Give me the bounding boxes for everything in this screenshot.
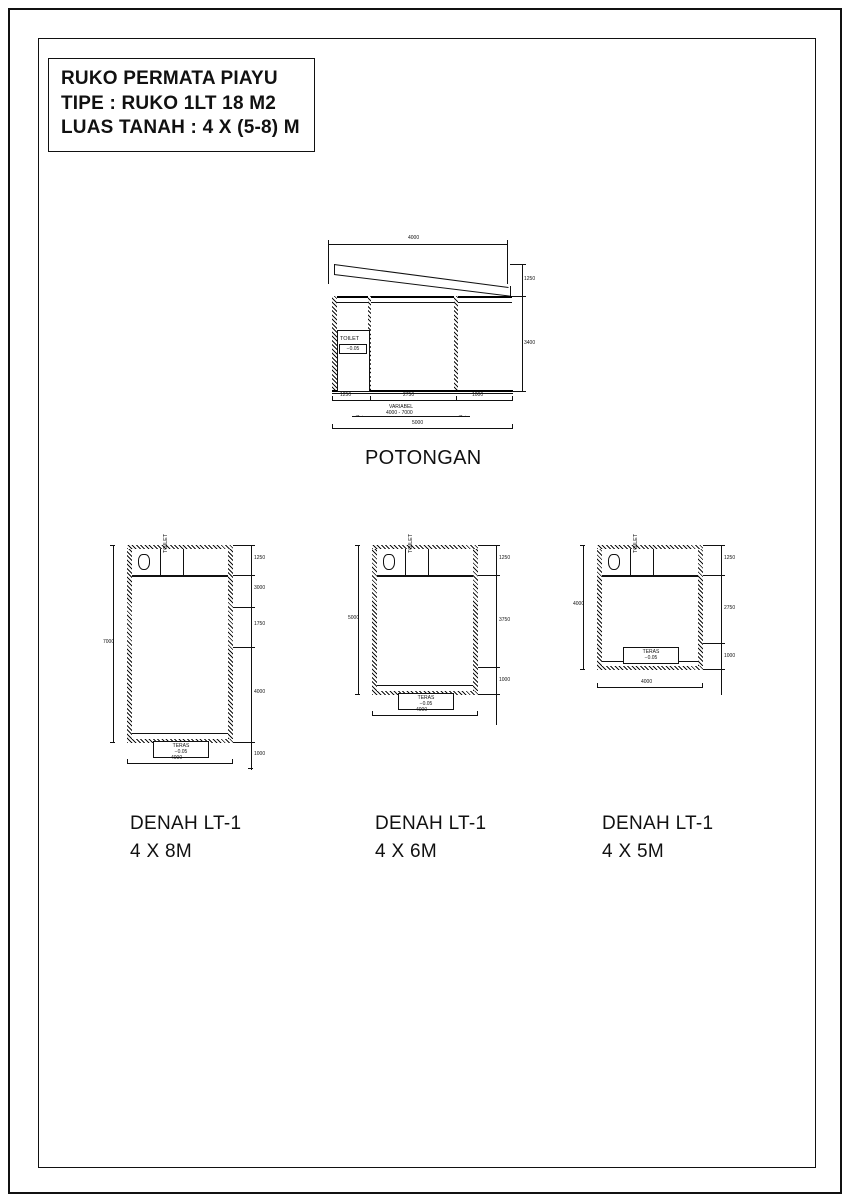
plan-toilet-partition-v2 xyxy=(428,549,429,575)
plan-dim-bottom: 4000 xyxy=(641,679,653,685)
plan-teras-label: TERAS xyxy=(417,695,435,701)
dim-tick xyxy=(580,669,585,670)
section-dim-right-lower: 3400 xyxy=(524,340,536,346)
plan-toilet-partition-v xyxy=(405,549,406,575)
section-top-dim-line xyxy=(328,244,508,245)
plan-caption-4x6-line1: DENAH LT-1 xyxy=(375,813,487,834)
extension-line xyxy=(233,575,255,576)
plan-bottom-dim-line xyxy=(127,763,233,764)
plan-toilet-partition xyxy=(132,575,228,577)
ceiling-line xyxy=(334,296,512,298)
break-symbol: 〜 xyxy=(355,412,363,421)
section-toilet-level: −0.05 xyxy=(339,344,367,354)
plan-teras-level: −0.05 xyxy=(644,655,658,662)
plan-toilet-partition-v xyxy=(160,549,161,575)
toilet-fixture-icon xyxy=(383,554,395,570)
section-variable-note-1: VARIABEL xyxy=(389,404,414,410)
roof-line-lower xyxy=(334,274,511,297)
plan-dim-bottom: 4000 xyxy=(416,707,428,713)
plan-right-dim-line xyxy=(496,545,497,725)
title-block-line-3: LUAS TANAH : 4 X (5-8) M xyxy=(61,117,300,139)
extension-line xyxy=(478,694,500,695)
dim-tick xyxy=(332,396,333,401)
ceiling-line-2 xyxy=(334,302,512,303)
plan-dim-left-overall: 4000 xyxy=(573,601,585,607)
toilet-fixture-icon xyxy=(138,554,150,570)
extension-line xyxy=(512,391,526,392)
dim-tick xyxy=(232,759,233,764)
section-caption: POTONGAN xyxy=(365,447,482,469)
extension-line xyxy=(703,643,725,644)
plan-dim-right-b: 2750 xyxy=(724,605,736,611)
roof-edge-right xyxy=(510,286,511,296)
section-variable-note-2: 4000 - 7000 xyxy=(386,410,413,416)
dim-tick xyxy=(110,742,115,743)
plan-dim-right-c: 1000 xyxy=(724,653,736,659)
floor-line-2 xyxy=(332,393,513,394)
plan-toilet-label: TOILET xyxy=(408,533,414,553)
title-block-line-1: RUKO PERMATA PIAYU xyxy=(61,68,278,89)
dim-tick xyxy=(248,768,253,769)
plan-dim-right-b: 3750 xyxy=(499,617,511,623)
plan-dim-right-c: 1750 xyxy=(254,621,266,627)
dim-tick xyxy=(355,545,360,546)
plan-caption-4x5 xyxy=(602,810,713,865)
plan-caption-4x6-line2: 4 X 6M xyxy=(375,840,437,862)
plan-teras-line xyxy=(377,685,473,686)
plan-wall-left xyxy=(597,545,602,670)
roof-edge-left xyxy=(334,264,335,275)
plan-toilet-partition-v2 xyxy=(183,549,184,575)
extension-line xyxy=(478,575,500,576)
dim-tick xyxy=(580,545,585,546)
dim-tick xyxy=(355,694,360,695)
section-dim-right-upper: 1250 xyxy=(524,276,536,282)
title-block xyxy=(48,58,315,152)
extension-line xyxy=(703,545,725,546)
section-column-right xyxy=(454,296,458,392)
dim-tick xyxy=(372,711,373,716)
extension-line xyxy=(233,742,255,743)
dim-tick xyxy=(597,683,598,688)
toilet-fixture-icon xyxy=(608,554,620,570)
extension-line xyxy=(512,296,526,297)
plan-dim-right-a: 1250 xyxy=(254,555,266,561)
extension-line xyxy=(478,545,500,546)
extension-line xyxy=(510,264,526,265)
plan-dim-bottom: 4000 xyxy=(171,755,183,761)
title-block-line-2: TIPE : RUKO 1LT 18 M2 xyxy=(61,92,276,114)
plan-wall-right xyxy=(698,545,703,670)
section-dim-bottom-a: 1250 xyxy=(340,392,352,398)
plan-caption-4x8-line1: DENAH LT-1 xyxy=(130,813,242,834)
plan-toilet-partition xyxy=(377,575,473,577)
plan-teras-level: −0.05 xyxy=(174,749,188,756)
extension-line xyxy=(507,244,508,284)
plan-drawing-4x5 xyxy=(575,535,755,725)
plan-wall-top xyxy=(372,545,478,549)
section-dim-bottom-c: 1000 xyxy=(472,392,484,398)
plan-wall-right xyxy=(473,545,478,695)
dim-tick xyxy=(370,396,371,401)
plan-toilet-partition-v xyxy=(630,549,631,575)
plan-bottom-dim-line xyxy=(597,687,703,688)
section-drawing xyxy=(310,232,540,432)
section-dim-bottom-b: 2750 xyxy=(403,392,415,398)
extension-line xyxy=(233,647,255,648)
plan-teras-tag xyxy=(623,647,679,664)
plan-dim-right-a: 1250 xyxy=(724,555,736,561)
extension-line xyxy=(478,667,500,668)
plan-teras-level: −0.05 xyxy=(419,701,433,708)
extension-line xyxy=(233,545,255,546)
plan-dim-left-overall: 7000 xyxy=(103,639,115,645)
plan-dim-right-d: 4000 xyxy=(254,689,266,695)
plan-drawing-4x8 xyxy=(105,535,285,770)
section-overall-dim-line xyxy=(332,428,513,429)
plan-wall-top xyxy=(597,545,703,549)
section-dim-top-overall: 4000 xyxy=(408,235,420,241)
plan-left-dim-line xyxy=(583,545,584,670)
dim-tick xyxy=(456,396,457,401)
dim-tick xyxy=(110,545,115,546)
plan-wall-top xyxy=(127,545,233,549)
plan-toilet-label: TOILET xyxy=(633,533,639,553)
plan-toilet-label: TOILET xyxy=(163,533,169,553)
plan-caption-4x5-line2: 4 X 5M xyxy=(602,840,664,862)
break-symbol: 〜 xyxy=(458,412,466,421)
section-variable-dim-line xyxy=(352,416,470,417)
plan-caption-4x5-line1: DENAH LT-1 xyxy=(602,813,714,834)
plan-wall-bottom xyxy=(597,666,703,670)
plan-toilet-partition-v2 xyxy=(653,549,654,575)
plan-teras-label: TERAS xyxy=(642,649,660,655)
plan-teras-line xyxy=(132,733,228,734)
extension-line xyxy=(703,669,725,670)
plan-wall-left xyxy=(372,545,377,695)
section-toilet-label: TOILET xyxy=(340,336,360,342)
dim-tick xyxy=(477,711,478,716)
plan-drawing-4x6 xyxy=(350,535,530,745)
plan-caption-4x8 xyxy=(130,810,241,865)
plan-dim-right-b: 3000 xyxy=(254,585,266,591)
plan-toilet-partition xyxy=(602,575,698,577)
plan-caption-4x8-line2: 4 X 8M xyxy=(130,840,192,862)
plan-caption-4x6 xyxy=(375,810,486,865)
dim-tick xyxy=(332,424,333,429)
plan-dim-left-overall: 5000 xyxy=(348,615,360,621)
plan-teras-label: TERAS xyxy=(172,743,190,749)
plan-right-dim-line xyxy=(721,545,722,695)
section-dim-bottom-total: 5000 xyxy=(412,420,424,426)
dim-tick xyxy=(702,683,703,688)
plan-dim-right-c: 1000 xyxy=(499,677,511,683)
dim-tick xyxy=(512,396,513,401)
section-right-dim-line xyxy=(522,264,523,392)
drawing-sheet-outer-border xyxy=(8,8,842,1194)
extension-line xyxy=(328,244,329,284)
extension-line xyxy=(233,607,255,608)
dim-tick xyxy=(127,759,128,764)
section-bottom-dim-line xyxy=(332,400,513,401)
extension-line xyxy=(703,575,725,576)
plan-right-dim-line xyxy=(251,545,252,770)
dim-tick xyxy=(512,424,513,429)
plan-dim-right-a: 1250 xyxy=(499,555,511,561)
plan-dim-right-e: 1000 xyxy=(254,751,266,757)
plan-bottom-dim-line xyxy=(372,715,478,716)
